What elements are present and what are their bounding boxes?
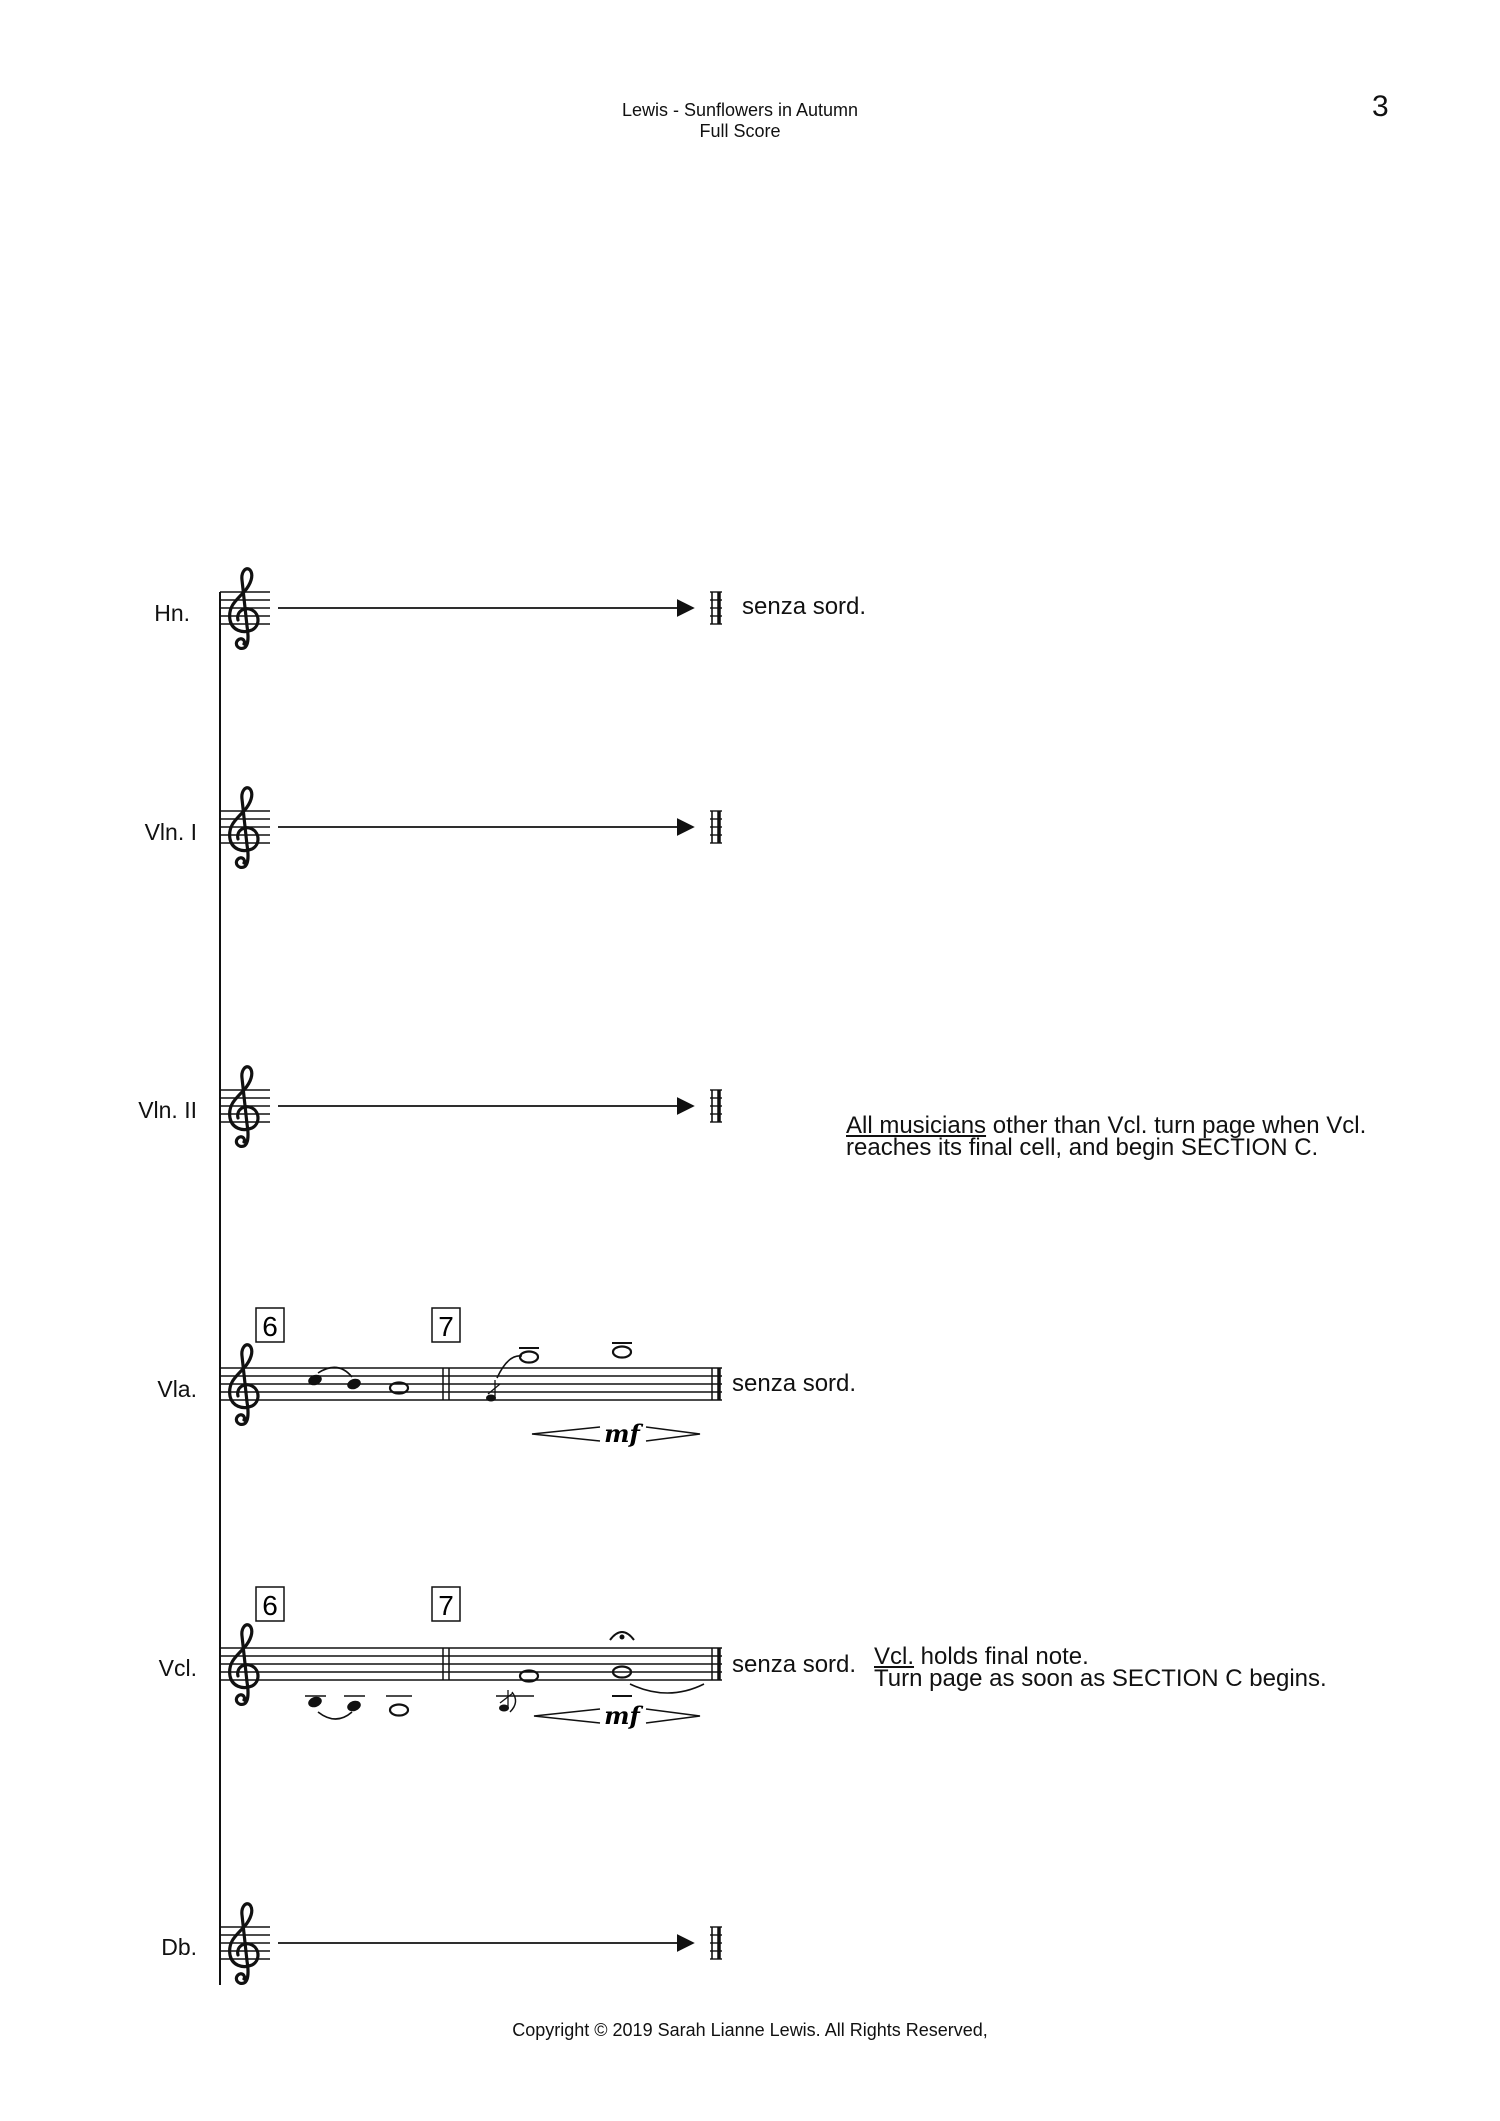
horn-staff — [220, 569, 722, 649]
dynamic-marking: mf — [604, 1701, 640, 1730]
viola-staff — [220, 1308, 722, 1448]
note-whole — [613, 1347, 631, 1358]
instruction-text-line2: Turn page as soon as SECTION C begins. — [874, 1665, 1327, 1692]
violin-1-staff — [220, 788, 722, 868]
label-viola: Vla. — [157, 1376, 197, 1402]
bar-number: 6 — [262, 1590, 278, 1621]
cello-mute-direction: senza sord. — [732, 1651, 857, 1678]
note-whole — [520, 1352, 538, 1363]
decrescendo-hairpin — [646, 1709, 700, 1723]
label-double-bass: Db. — [161, 1934, 197, 1960]
note-d — [307, 1373, 324, 1387]
cello-staff — [220, 1587, 722, 1730]
cello-hold-instruction — [874, 1643, 1327, 1692]
copyright-footer: Copyright © 2019 Sarah Lianne Lewis. All Rights Reserved, — [512, 2020, 988, 2040]
slur — [318, 1712, 352, 1719]
bar-number: 7 — [438, 1311, 454, 1342]
note-whole — [390, 1705, 408, 1716]
crescendo-hairpin — [534, 1709, 600, 1723]
bar-number: 7 — [438, 1590, 454, 1621]
instruction-emphasis: All musicians — [846, 1112, 987, 1139]
label-horn: Hn. — [154, 600, 190, 626]
bar-number: 6 — [262, 1311, 278, 1342]
label-violin-1: Vln. I — [144, 819, 197, 845]
page-turn-instruction — [846, 1112, 1367, 1161]
tie — [630, 1684, 704, 1693]
score-title: Lewis - Sunflowers in Autumn — [621, 100, 859, 120]
note-c — [346, 1377, 363, 1391]
dynamic-marking: mf — [604, 1419, 640, 1448]
page-number: 3 — [1372, 90, 1389, 123]
slur — [497, 1356, 522, 1378]
decrescendo-hairpin — [646, 1427, 700, 1441]
viola-mute-direction: senza sord. — [732, 1370, 857, 1397]
violin-2-staff — [220, 1067, 722, 1147]
crescendo-hairpin — [532, 1427, 600, 1441]
score-subtitle: Full Score — [699, 121, 781, 141]
double-bass-staff — [220, 1904, 722, 1984]
note-filled — [307, 1695, 324, 1709]
label-violin-2: Vln. II — [138, 1097, 197, 1123]
instruction-text: other than Vcl. turn page when Vcl. — [986, 1112, 1367, 1139]
note-filled — [346, 1699, 363, 1713]
label-cello: Vcl. — [158, 1655, 197, 1681]
instruction-text: holds final note. — [914, 1643, 1089, 1670]
horn-mute-direction: senza sord. — [742, 593, 867, 620]
instruction-text-line2: reaches its final cell, and begin SECTION C. — [846, 1134, 1319, 1161]
instruction-emphasis: Vcl. — [874, 1643, 915, 1670]
